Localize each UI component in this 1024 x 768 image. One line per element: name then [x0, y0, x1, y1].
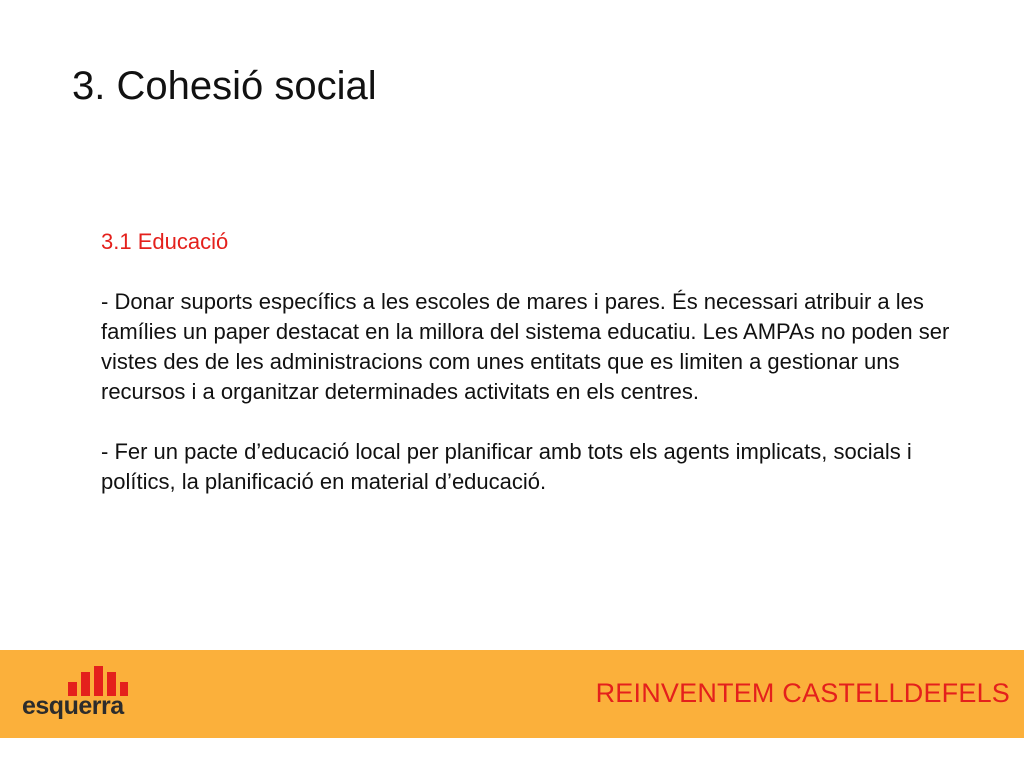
section-heading: 3.1 Educació: [101, 229, 229, 254]
slide-title: 3. Cohesió social: [72, 64, 377, 108]
paragraph-2: - Fer un pacte d’educació local per planificar amb tots els agents implicats, socials i polítics, la planificació en material d’educació.: [101, 439, 912, 494]
slide-body: [101, 227, 971, 497]
paragraph-1: - Donar suports específics a les escoles de mares i pares. És necessari atribuir a les famílies un paper destacat en la millora del sistema educatiu. Les AMPAs no poden ser vistes des de les administracions com unes entitats que es limiten a gestionar uns recursos i a organitzar determinades activitats en els centres.: [101, 289, 950, 404]
footer-bar: [0, 650, 1024, 738]
esquerra-logo: [22, 662, 152, 732]
logo-text: esquerra: [22, 692, 124, 720]
footer-tagline: REINVENTEM CASTELLDEFELS: [595, 678, 1010, 708]
